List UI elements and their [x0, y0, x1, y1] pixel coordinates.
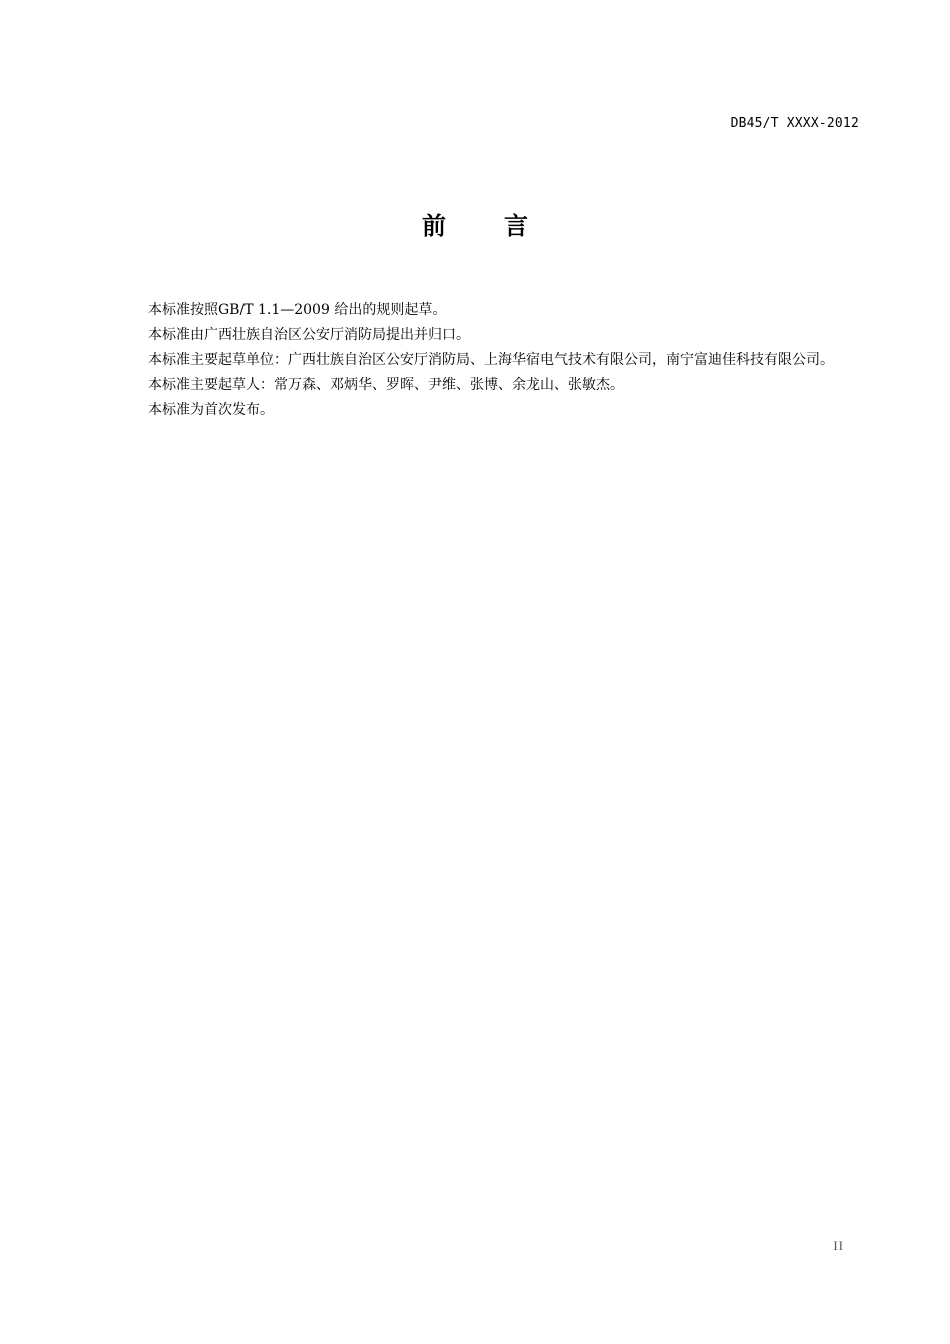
paragraph-drafters: 本标准主要起草人：常万森、邓炳华、罗晖、尹维、张博、余龙山、张敏杰。 — [148, 377, 624, 393]
page-number: II — [833, 1238, 844, 1253]
paragraph-drafting-rules: 本标准按照GB/T 1.1—2009 给出的规则起草。 — [148, 302, 447, 318]
paragraph-drafting-units: 本标准主要起草单位：广西壮族自治区公安厅消防局、上海华宿电气技术有限公司，南宁富迪佳科技有限公司。 — [148, 352, 834, 368]
paragraph-first-release: 本标准为首次发布。 — [148, 402, 274, 418]
document-code: DB45/T XXXX-2012 — [730, 116, 859, 131]
paragraph-proposer: 本标准由广西壮族自治区公安厅消防局提出并归口。 — [148, 327, 470, 343]
foreword-body — [114, 298, 860, 423]
section-title: 前言 — [422, 212, 586, 240]
